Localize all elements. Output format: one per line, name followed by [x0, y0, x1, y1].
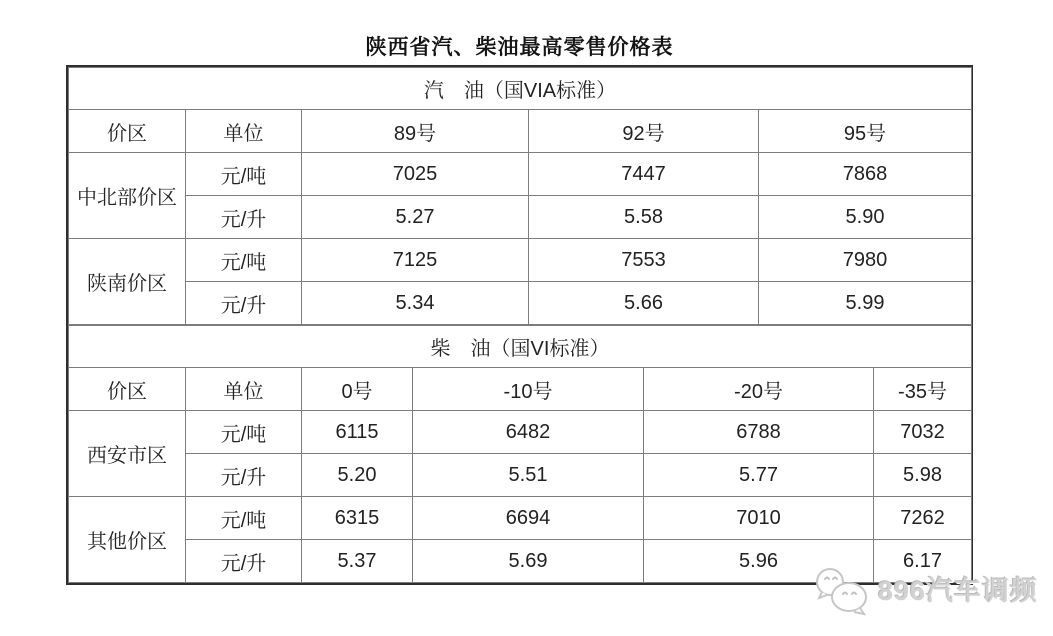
price-cell: 7025 [302, 153, 529, 196]
unit-cell: 元/升 [186, 454, 302, 497]
price-cell: 7125 [302, 239, 529, 282]
table-row [69, 196, 972, 239]
column-header-region: 价区 [69, 368, 186, 411]
diesel-section-title: 柴 油（国VI标准） [69, 326, 972, 368]
price-cell: 5.69 [413, 540, 644, 583]
column-header-minus20: -20号 [644, 368, 874, 411]
column-header-92: 92号 [529, 110, 759, 153]
column-header-minus10: -10号 [413, 368, 644, 411]
unit-cell: 元/吨 [186, 153, 302, 196]
price-cell: 6.17 [874, 540, 972, 583]
diesel-section-row [69, 326, 972, 368]
price-cell: 7262 [874, 497, 972, 540]
unit-cell: 元/升 [186, 282, 302, 325]
price-cell: 5.66 [529, 282, 759, 325]
gasoline-section-row [69, 68, 972, 110]
unit-cell: 元/升 [186, 540, 302, 583]
price-cell: 6788 [644, 411, 874, 454]
column-header-minus35: -35号 [874, 368, 972, 411]
table-row [69, 282, 972, 325]
price-cell: 5.58 [529, 196, 759, 239]
price-cell: 7447 [529, 153, 759, 196]
unit-cell: 元/吨 [186, 239, 302, 282]
column-header-unit: 单位 [186, 110, 302, 153]
column-header-89: 89号 [302, 110, 529, 153]
price-cell: 5.51 [413, 454, 644, 497]
region-name-cell: 陕南价区 [69, 239, 186, 325]
price-cell: 7980 [759, 239, 972, 282]
table-row [69, 497, 972, 540]
price-cell: 5.37 [302, 540, 413, 583]
column-header-unit: 单位 [186, 368, 302, 411]
diesel-header-row [69, 368, 972, 411]
price-cell: 5.77 [644, 454, 874, 497]
watermark [808, 566, 1038, 616]
price-cell: 7032 [874, 411, 972, 454]
region-name-cell: 中北部价区 [69, 153, 186, 239]
price-cell: 6694 [413, 497, 644, 540]
region-name-cell: 西安市区 [69, 411, 186, 497]
table-row [69, 153, 972, 196]
gasoline-section-title: 汽 油（国VIA标准） [69, 68, 972, 110]
column-header-95: 95号 [759, 110, 972, 153]
watermark-label: 896汽车调频 [878, 575, 1039, 606]
gasoline-table [68, 67, 972, 325]
price-cell: 6482 [413, 411, 644, 454]
wechat-bubbles-icon [808, 566, 874, 616]
price-cell: 6315 [302, 497, 413, 540]
price-table [66, 65, 973, 585]
price-cell: 5.20 [302, 454, 413, 497]
column-header-0: 0号 [302, 368, 413, 411]
price-cell: 7868 [759, 153, 972, 196]
price-cell: 5.99 [759, 282, 972, 325]
column-header-region: 价区 [69, 110, 186, 153]
price-cell: 7553 [529, 239, 759, 282]
price-cell: 6115 [302, 411, 413, 454]
region-name-cell: 其他价区 [69, 497, 186, 583]
price-cell: 5.96 [644, 540, 874, 583]
unit-cell: 元/吨 [186, 411, 302, 454]
unit-cell: 元/吨 [186, 497, 302, 540]
price-cell: 7010 [644, 497, 874, 540]
price-cell: 5.98 [874, 454, 972, 497]
unit-cell: 元/升 [186, 196, 302, 239]
gasoline-header-row [69, 110, 972, 153]
page-title: 陕西省汽、柴油最高零售价格表 [365, 36, 674, 59]
price-cell: 5.90 [759, 196, 972, 239]
table-row [69, 454, 972, 497]
table-row [69, 411, 972, 454]
price-cell: 5.27 [302, 196, 529, 239]
price-cell: 5.34 [302, 282, 529, 325]
table-row [69, 239, 972, 282]
diesel-table [68, 325, 972, 583]
